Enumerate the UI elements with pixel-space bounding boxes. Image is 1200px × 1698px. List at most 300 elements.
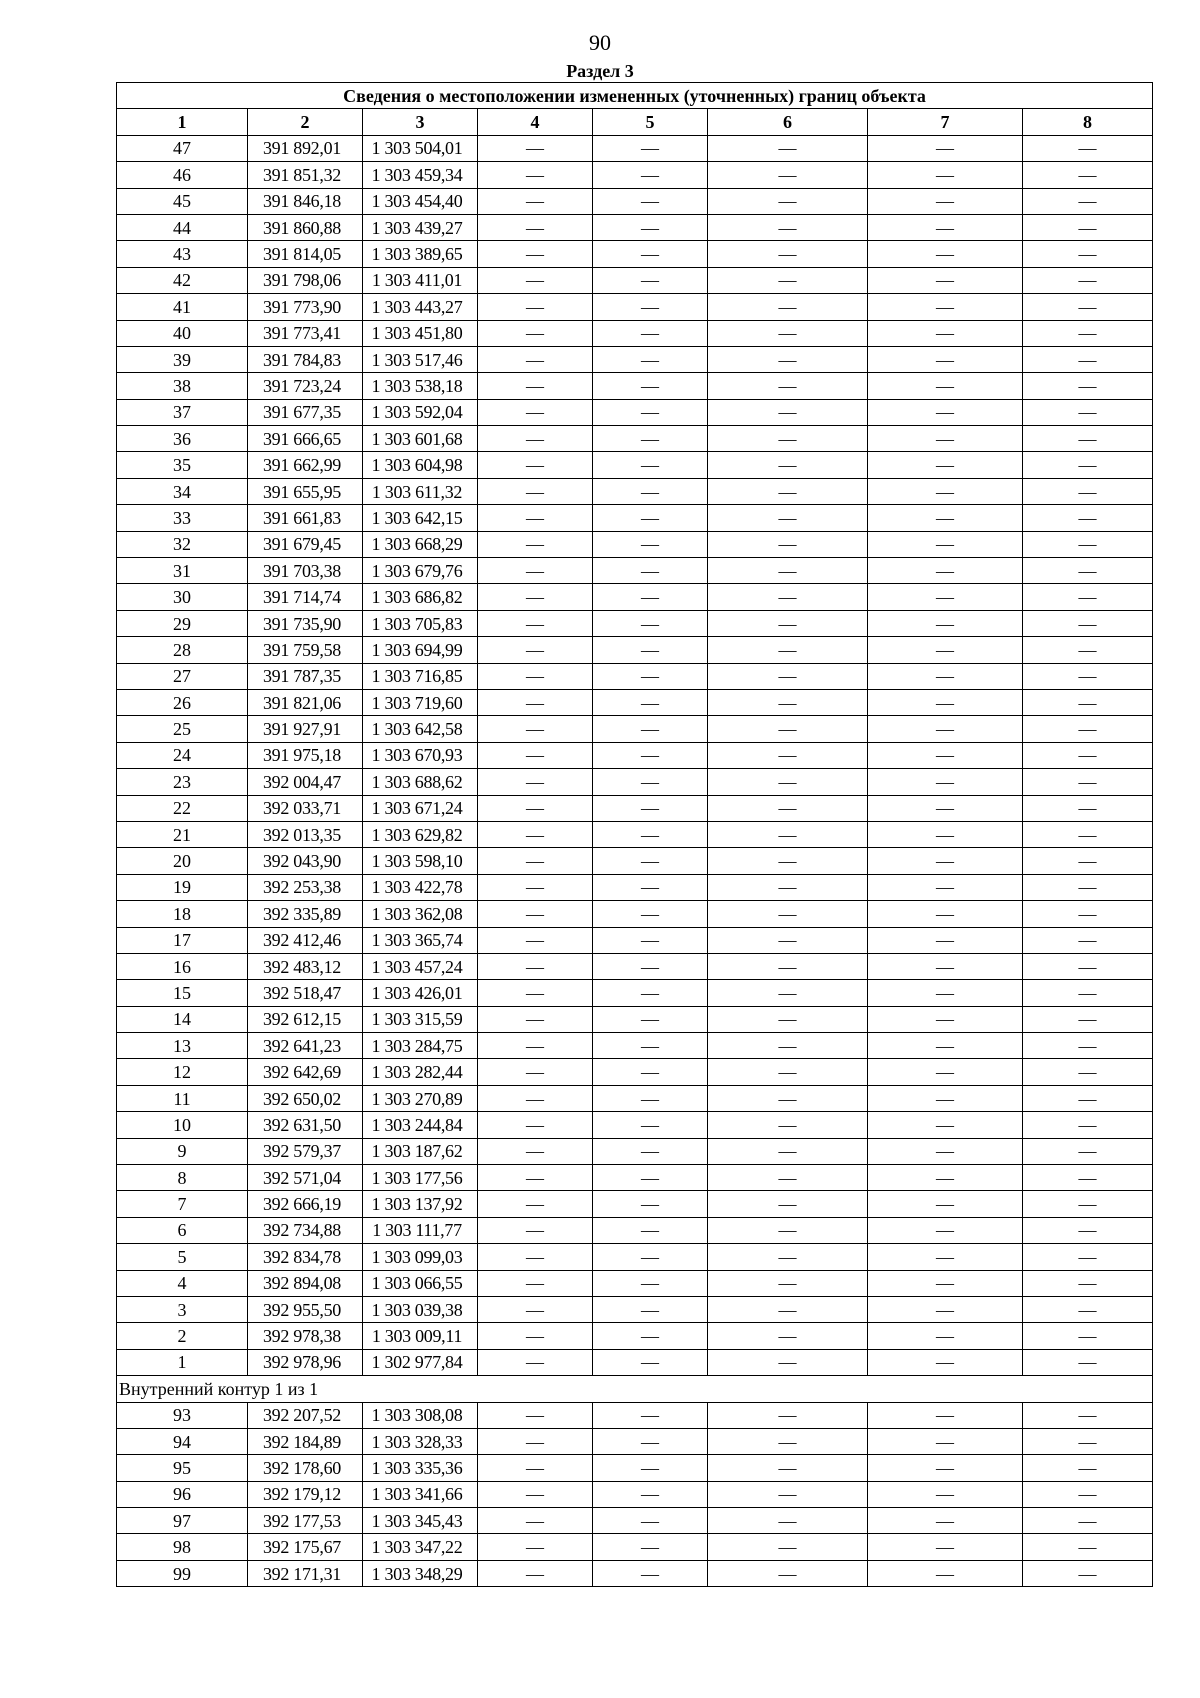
point-number-cell: 42 xyxy=(117,267,248,293)
empty-dash-cell: — xyxy=(1023,1428,1153,1454)
y-coordinate-cell: 1 303 422,78 xyxy=(363,874,478,900)
empty-dash-cell: — xyxy=(708,1085,868,1111)
empty-dash-cell: — xyxy=(478,795,593,821)
x-coordinate-cell: 391 846,18 xyxy=(248,188,363,214)
empty-dash-cell: — xyxy=(593,1481,708,1507)
table-row xyxy=(117,927,1153,953)
empty-dash-cell: — xyxy=(1023,1455,1153,1481)
empty-dash-cell: — xyxy=(868,1534,1023,1560)
empty-dash-cell: — xyxy=(478,1033,593,1059)
empty-dash-cell: — xyxy=(593,1560,708,1586)
point-number-cell: 19 xyxy=(117,874,248,900)
empty-dash-cell: — xyxy=(1023,188,1153,214)
empty-dash-cell: — xyxy=(593,1059,708,1085)
empty-dash-cell: — xyxy=(593,478,708,504)
empty-dash-cell: — xyxy=(1023,795,1153,821)
empty-dash-cell: — xyxy=(478,214,593,240)
x-coordinate-cell: 392 978,96 xyxy=(248,1349,363,1375)
empty-dash-cell: — xyxy=(478,1534,593,1560)
empty-dash-cell: — xyxy=(593,901,708,927)
table-row xyxy=(117,241,1153,267)
empty-dash-cell: — xyxy=(868,267,1023,293)
empty-dash-cell: — xyxy=(478,1323,593,1349)
table-row xyxy=(117,689,1153,715)
y-coordinate-cell: 1 303 426,01 xyxy=(363,980,478,1006)
empty-dash-cell: — xyxy=(478,1455,593,1481)
empty-dash-cell: — xyxy=(593,1349,708,1375)
empty-dash-cell: — xyxy=(708,1296,868,1322)
y-coordinate-cell: 1 303 642,15 xyxy=(363,505,478,531)
empty-dash-cell: — xyxy=(478,426,593,452)
empty-dash-cell: — xyxy=(478,162,593,188)
empty-dash-cell: — xyxy=(593,1138,708,1164)
y-coordinate-cell: 1 303 686,82 xyxy=(363,584,478,610)
empty-dash-cell: — xyxy=(868,214,1023,240)
empty-dash-cell: — xyxy=(478,1349,593,1375)
x-coordinate-cell: 391 723,24 xyxy=(248,373,363,399)
y-coordinate-cell: 1 303 592,04 xyxy=(363,399,478,425)
x-coordinate-cell: 392 013,35 xyxy=(248,821,363,847)
empty-dash-cell: — xyxy=(708,874,868,900)
table-row xyxy=(117,1428,1153,1454)
empty-dash-cell: — xyxy=(593,1112,708,1138)
empty-dash-cell: — xyxy=(708,610,868,636)
empty-dash-cell: — xyxy=(868,426,1023,452)
point-number-cell: 99 xyxy=(117,1560,248,1586)
point-number-cell: 25 xyxy=(117,716,248,742)
y-coordinate-cell: 1 303 716,85 xyxy=(363,663,478,689)
table-row xyxy=(117,1402,1153,1428)
empty-dash-cell: — xyxy=(1023,214,1153,240)
empty-dash-cell: — xyxy=(708,1323,868,1349)
y-coordinate-cell: 1 303 362,08 xyxy=(363,901,478,927)
empty-dash-cell: — xyxy=(593,373,708,399)
empty-dash-cell: — xyxy=(1023,1006,1153,1032)
table-row xyxy=(117,1191,1153,1217)
y-coordinate-cell: 1 303 066,55 xyxy=(363,1270,478,1296)
x-coordinate-cell: 391 679,45 xyxy=(248,531,363,557)
empty-dash-cell: — xyxy=(593,241,708,267)
empty-dash-cell: — xyxy=(593,689,708,715)
y-coordinate-cell: 1 303 009,11 xyxy=(363,1323,478,1349)
empty-dash-cell: — xyxy=(868,716,1023,742)
empty-dash-cell: — xyxy=(708,188,868,214)
table-row xyxy=(117,1349,1153,1375)
empty-dash-cell: — xyxy=(1023,373,1153,399)
empty-dash-cell: — xyxy=(593,399,708,425)
inner-contour-label: Внутренний контур 1 из 1 xyxy=(117,1376,1153,1402)
table-row xyxy=(117,1059,1153,1085)
table-row xyxy=(117,1455,1153,1481)
empty-dash-cell: — xyxy=(478,1059,593,1085)
table-row xyxy=(117,716,1153,742)
empty-dash-cell: — xyxy=(868,953,1023,979)
y-coordinate-cell: 1 303 451,80 xyxy=(363,320,478,346)
empty-dash-cell: — xyxy=(868,399,1023,425)
empty-dash-cell: — xyxy=(868,1244,1023,1270)
y-coordinate-cell: 1 303 671,24 xyxy=(363,795,478,821)
empty-dash-cell: — xyxy=(868,346,1023,372)
empty-dash-cell: — xyxy=(478,558,593,584)
point-number-cell: 29 xyxy=(117,610,248,636)
empty-dash-cell: — xyxy=(1023,1296,1153,1322)
y-coordinate-cell: 1 303 308,08 xyxy=(363,1402,478,1428)
empty-dash-cell: — xyxy=(593,980,708,1006)
empty-dash-cell: — xyxy=(708,162,868,188)
y-coordinate-cell: 1 303 439,27 xyxy=(363,214,478,240)
y-coordinate-cell: 1 303 457,24 xyxy=(363,953,478,979)
y-coordinate-cell: 1 303 454,40 xyxy=(363,188,478,214)
empty-dash-cell: — xyxy=(868,901,1023,927)
table-row xyxy=(117,1508,1153,1534)
empty-dash-cell: — xyxy=(1023,1560,1153,1586)
empty-dash-cell: — xyxy=(593,584,708,610)
y-coordinate-cell: 1 303 642,58 xyxy=(363,716,478,742)
point-number-cell: 9 xyxy=(117,1138,248,1164)
empty-dash-cell: — xyxy=(708,320,868,346)
empty-dash-cell: — xyxy=(868,1191,1023,1217)
empty-dash-cell: — xyxy=(868,1085,1023,1111)
empty-dash-cell: — xyxy=(1023,874,1153,900)
empty-dash-cell: — xyxy=(1023,769,1153,795)
empty-dash-cell: — xyxy=(478,399,593,425)
coordinates-table xyxy=(116,82,1153,1587)
empty-dash-cell: — xyxy=(708,1006,868,1032)
empty-dash-cell: — xyxy=(478,346,593,372)
empty-dash-cell: — xyxy=(708,241,868,267)
empty-dash-cell: — xyxy=(478,584,593,610)
empty-dash-cell: — xyxy=(868,821,1023,847)
empty-dash-cell: — xyxy=(593,953,708,979)
y-coordinate-cell: 1 303 604,98 xyxy=(363,452,478,478)
empty-dash-cell: — xyxy=(868,742,1023,768)
empty-dash-cell: — xyxy=(1023,610,1153,636)
empty-dash-cell: — xyxy=(868,663,1023,689)
empty-dash-cell: — xyxy=(1023,716,1153,742)
y-coordinate-cell: 1 303 443,27 xyxy=(363,294,478,320)
empty-dash-cell: — xyxy=(708,426,868,452)
point-number-cell: 15 xyxy=(117,980,248,1006)
empty-dash-cell: — xyxy=(478,135,593,161)
empty-dash-cell: — xyxy=(593,214,708,240)
empty-dash-cell: — xyxy=(593,346,708,372)
empty-dash-cell: — xyxy=(478,637,593,663)
empty-dash-cell: — xyxy=(708,1428,868,1454)
point-number-cell: 96 xyxy=(117,1481,248,1507)
empty-dash-cell: — xyxy=(868,637,1023,663)
empty-dash-cell: — xyxy=(868,795,1023,821)
empty-dash-cell: — xyxy=(1023,1217,1153,1243)
empty-dash-cell: — xyxy=(478,531,593,557)
x-coordinate-cell: 392 412,46 xyxy=(248,927,363,953)
y-coordinate-cell: 1 303 039,38 xyxy=(363,1296,478,1322)
y-coordinate-cell: 1 303 284,75 xyxy=(363,1033,478,1059)
empty-dash-cell: — xyxy=(593,1296,708,1322)
empty-dash-cell: — xyxy=(1023,241,1153,267)
x-coordinate-cell: 391 860,88 xyxy=(248,214,363,240)
empty-dash-cell: — xyxy=(868,294,1023,320)
point-number-cell: 21 xyxy=(117,821,248,847)
x-coordinate-cell: 392 650,02 xyxy=(248,1085,363,1111)
column-header-5: 5 xyxy=(593,109,708,135)
x-coordinate-cell: 391 666,65 xyxy=(248,426,363,452)
x-coordinate-cell: 392 894,08 xyxy=(248,1270,363,1296)
empty-dash-cell: — xyxy=(868,1455,1023,1481)
x-coordinate-cell: 391 784,83 xyxy=(248,346,363,372)
x-coordinate-cell: 392 571,04 xyxy=(248,1165,363,1191)
table-row xyxy=(117,294,1153,320)
x-coordinate-cell: 392 734,88 xyxy=(248,1217,363,1243)
empty-dash-cell: — xyxy=(593,637,708,663)
point-number-cell: 22 xyxy=(117,795,248,821)
table-row xyxy=(117,1481,1153,1507)
y-coordinate-cell: 1 303 099,03 xyxy=(363,1244,478,1270)
empty-dash-cell: — xyxy=(1023,1534,1153,1560)
table-row xyxy=(117,953,1153,979)
empty-dash-cell: — xyxy=(478,1244,593,1270)
empty-dash-cell: — xyxy=(708,214,868,240)
y-coordinate-cell: 1 303 459,34 xyxy=(363,162,478,188)
empty-dash-cell: — xyxy=(478,373,593,399)
empty-dash-cell: — xyxy=(593,188,708,214)
y-coordinate-cell: 1 303 629,82 xyxy=(363,821,478,847)
empty-dash-cell: — xyxy=(1023,267,1153,293)
x-coordinate-cell: 392 641,23 xyxy=(248,1033,363,1059)
x-coordinate-cell: 391 927,91 xyxy=(248,716,363,742)
empty-dash-cell: — xyxy=(708,953,868,979)
empty-dash-cell: — xyxy=(708,1402,868,1428)
x-coordinate-cell: 392 335,89 xyxy=(248,901,363,927)
empty-dash-cell: — xyxy=(478,294,593,320)
y-coordinate-cell: 1 302 977,84 xyxy=(363,1349,478,1375)
empty-dash-cell: — xyxy=(708,689,868,715)
empty-dash-cell: — xyxy=(708,267,868,293)
column-header-7: 7 xyxy=(868,109,1023,135)
point-number-cell: 47 xyxy=(117,135,248,161)
empty-dash-cell: — xyxy=(593,1191,708,1217)
empty-dash-cell: — xyxy=(708,1455,868,1481)
empty-dash-cell: — xyxy=(868,1165,1023,1191)
point-number-cell: 33 xyxy=(117,505,248,531)
empty-dash-cell: — xyxy=(593,1323,708,1349)
empty-dash-cell: — xyxy=(478,267,593,293)
empty-dash-cell: — xyxy=(478,716,593,742)
point-number-cell: 94 xyxy=(117,1428,248,1454)
empty-dash-cell: — xyxy=(708,1138,868,1164)
column-header-3: 3 xyxy=(363,109,478,135)
table-row xyxy=(117,1244,1153,1270)
empty-dash-cell: — xyxy=(1023,689,1153,715)
y-coordinate-cell: 1 303 345,43 xyxy=(363,1508,478,1534)
empty-dash-cell: — xyxy=(593,1455,708,1481)
point-number-cell: 7 xyxy=(117,1191,248,1217)
point-number-cell: 40 xyxy=(117,320,248,346)
empty-dash-cell: — xyxy=(593,558,708,584)
empty-dash-cell: — xyxy=(868,1402,1023,1428)
empty-dash-cell: — xyxy=(478,821,593,847)
y-coordinate-cell: 1 303 598,10 xyxy=(363,848,478,874)
empty-dash-cell: — xyxy=(593,1033,708,1059)
section-title: Раздел 3 xyxy=(566,61,634,81)
empty-dash-cell: — xyxy=(1023,478,1153,504)
empty-dash-cell: — xyxy=(868,162,1023,188)
x-coordinate-cell: 391 975,18 xyxy=(248,742,363,768)
table-row xyxy=(117,162,1153,188)
empty-dash-cell: — xyxy=(593,1217,708,1243)
point-number-cell: 30 xyxy=(117,584,248,610)
empty-dash-cell: — xyxy=(478,1296,593,1322)
empty-dash-cell: — xyxy=(708,1244,868,1270)
empty-dash-cell: — xyxy=(478,1191,593,1217)
empty-dash-cell: — xyxy=(593,1085,708,1111)
x-coordinate-cell: 392 483,12 xyxy=(248,953,363,979)
x-coordinate-cell: 392 666,19 xyxy=(248,1191,363,1217)
point-number-cell: 1 xyxy=(117,1349,248,1375)
x-coordinate-cell: 392 171,31 xyxy=(248,1560,363,1586)
empty-dash-cell: — xyxy=(708,1560,868,1586)
y-coordinate-cell: 1 303 282,44 xyxy=(363,1059,478,1085)
empty-dash-cell: — xyxy=(593,716,708,742)
x-coordinate-cell: 391 787,35 xyxy=(248,663,363,689)
y-coordinate-cell: 1 303 668,29 xyxy=(363,531,478,557)
table-row xyxy=(117,795,1153,821)
empty-dash-cell: — xyxy=(868,1428,1023,1454)
empty-dash-cell: — xyxy=(1023,1402,1153,1428)
point-number-cell: 2 xyxy=(117,1323,248,1349)
column-header-1: 1 xyxy=(117,109,248,135)
empty-dash-cell: — xyxy=(478,1138,593,1164)
point-number-cell: 10 xyxy=(117,1112,248,1138)
empty-dash-cell: — xyxy=(478,901,593,927)
x-coordinate-cell: 392 178,60 xyxy=(248,1455,363,1481)
empty-dash-cell: — xyxy=(868,1560,1023,1586)
y-coordinate-cell: 1 303 504,01 xyxy=(363,135,478,161)
y-coordinate-cell: 1 303 341,66 xyxy=(363,1481,478,1507)
table-row xyxy=(117,188,1153,214)
empty-dash-cell: — xyxy=(478,1112,593,1138)
empty-dash-cell: — xyxy=(868,320,1023,346)
x-coordinate-cell: 392 518,47 xyxy=(248,980,363,1006)
table-row xyxy=(117,426,1153,452)
empty-dash-cell: — xyxy=(708,584,868,610)
x-coordinate-cell: 392 179,12 xyxy=(248,1481,363,1507)
x-coordinate-cell: 391 798,06 xyxy=(248,267,363,293)
empty-dash-cell: — xyxy=(478,663,593,689)
empty-dash-cell: — xyxy=(868,610,1023,636)
x-coordinate-cell: 391 892,01 xyxy=(248,135,363,161)
point-number-cell: 16 xyxy=(117,953,248,979)
column-header-row xyxy=(117,109,1153,135)
empty-dash-cell: — xyxy=(593,795,708,821)
point-number-cell: 8 xyxy=(117,1165,248,1191)
empty-dash-cell: — xyxy=(708,848,868,874)
y-coordinate-cell: 1 303 315,59 xyxy=(363,1006,478,1032)
y-coordinate-cell: 1 303 389,65 xyxy=(363,241,478,267)
empty-dash-cell: — xyxy=(868,689,1023,715)
empty-dash-cell: — xyxy=(593,610,708,636)
empty-dash-cell: — xyxy=(593,1244,708,1270)
table-row xyxy=(117,1560,1153,1586)
y-coordinate-cell: 1 303 538,18 xyxy=(363,373,478,399)
x-coordinate-cell: 392 207,52 xyxy=(248,1402,363,1428)
empty-dash-cell: — xyxy=(708,1059,868,1085)
page-number: 90 xyxy=(589,30,611,55)
table-row xyxy=(117,901,1153,927)
empty-dash-cell: — xyxy=(708,135,868,161)
empty-dash-cell: — xyxy=(1023,320,1153,346)
x-coordinate-cell: 391 821,06 xyxy=(248,689,363,715)
empty-dash-cell: — xyxy=(868,1033,1023,1059)
empty-dash-cell: — xyxy=(868,1270,1023,1296)
point-number-cell: 41 xyxy=(117,294,248,320)
empty-dash-cell: — xyxy=(1023,927,1153,953)
y-coordinate-cell: 1 303 111,77 xyxy=(363,1217,478,1243)
y-coordinate-cell: 1 303 688,62 xyxy=(363,769,478,795)
empty-dash-cell: — xyxy=(868,1138,1023,1164)
empty-dash-cell: — xyxy=(593,663,708,689)
x-coordinate-cell: 392 175,67 xyxy=(248,1534,363,1560)
empty-dash-cell: — xyxy=(1023,346,1153,372)
point-number-cell: 3 xyxy=(117,1296,248,1322)
table-row xyxy=(117,848,1153,874)
empty-dash-cell: — xyxy=(708,1270,868,1296)
empty-dash-cell: — xyxy=(868,558,1023,584)
table-row xyxy=(117,742,1153,768)
empty-dash-cell: — xyxy=(868,1006,1023,1032)
empty-dash-cell: — xyxy=(708,1217,868,1243)
point-number-cell: 93 xyxy=(117,1402,248,1428)
empty-dash-cell: — xyxy=(1023,980,1153,1006)
y-coordinate-cell: 1 303 719,60 xyxy=(363,689,478,715)
column-header-8: 8 xyxy=(1023,109,1153,135)
empty-dash-cell: — xyxy=(708,927,868,953)
empty-dash-cell: — xyxy=(478,1428,593,1454)
empty-dash-cell: — xyxy=(593,294,708,320)
x-coordinate-cell: 391 814,05 xyxy=(248,241,363,267)
empty-dash-cell: — xyxy=(1023,452,1153,478)
table-row xyxy=(117,346,1153,372)
empty-dash-cell: — xyxy=(1023,1165,1153,1191)
x-coordinate-cell: 391 759,58 xyxy=(248,637,363,663)
x-coordinate-cell: 392 642,69 xyxy=(248,1059,363,1085)
empty-dash-cell: — xyxy=(1023,637,1153,663)
x-coordinate-cell: 391 714,74 xyxy=(248,584,363,610)
empty-dash-cell: — xyxy=(478,769,593,795)
table-row xyxy=(117,373,1153,399)
x-coordinate-cell: 391 735,90 xyxy=(248,610,363,636)
table-row xyxy=(117,874,1153,900)
point-number-cell: 97 xyxy=(117,1508,248,1534)
table-row xyxy=(117,1085,1153,1111)
empty-dash-cell: — xyxy=(1023,742,1153,768)
point-number-cell: 11 xyxy=(117,1085,248,1111)
empty-dash-cell: — xyxy=(478,689,593,715)
point-number-cell: 39 xyxy=(117,346,248,372)
table-row xyxy=(117,452,1153,478)
table-row xyxy=(117,663,1153,689)
empty-dash-cell: — xyxy=(708,901,868,927)
empty-dash-cell: — xyxy=(868,1349,1023,1375)
table-row xyxy=(117,1296,1153,1322)
empty-dash-cell: — xyxy=(478,241,593,267)
empty-dash-cell: — xyxy=(593,769,708,795)
point-number-cell: 31 xyxy=(117,558,248,584)
empty-dash-cell: — xyxy=(868,505,1023,531)
table-row xyxy=(117,1033,1153,1059)
empty-dash-cell: — xyxy=(478,1481,593,1507)
empty-dash-cell: — xyxy=(593,426,708,452)
point-number-cell: 44 xyxy=(117,214,248,240)
